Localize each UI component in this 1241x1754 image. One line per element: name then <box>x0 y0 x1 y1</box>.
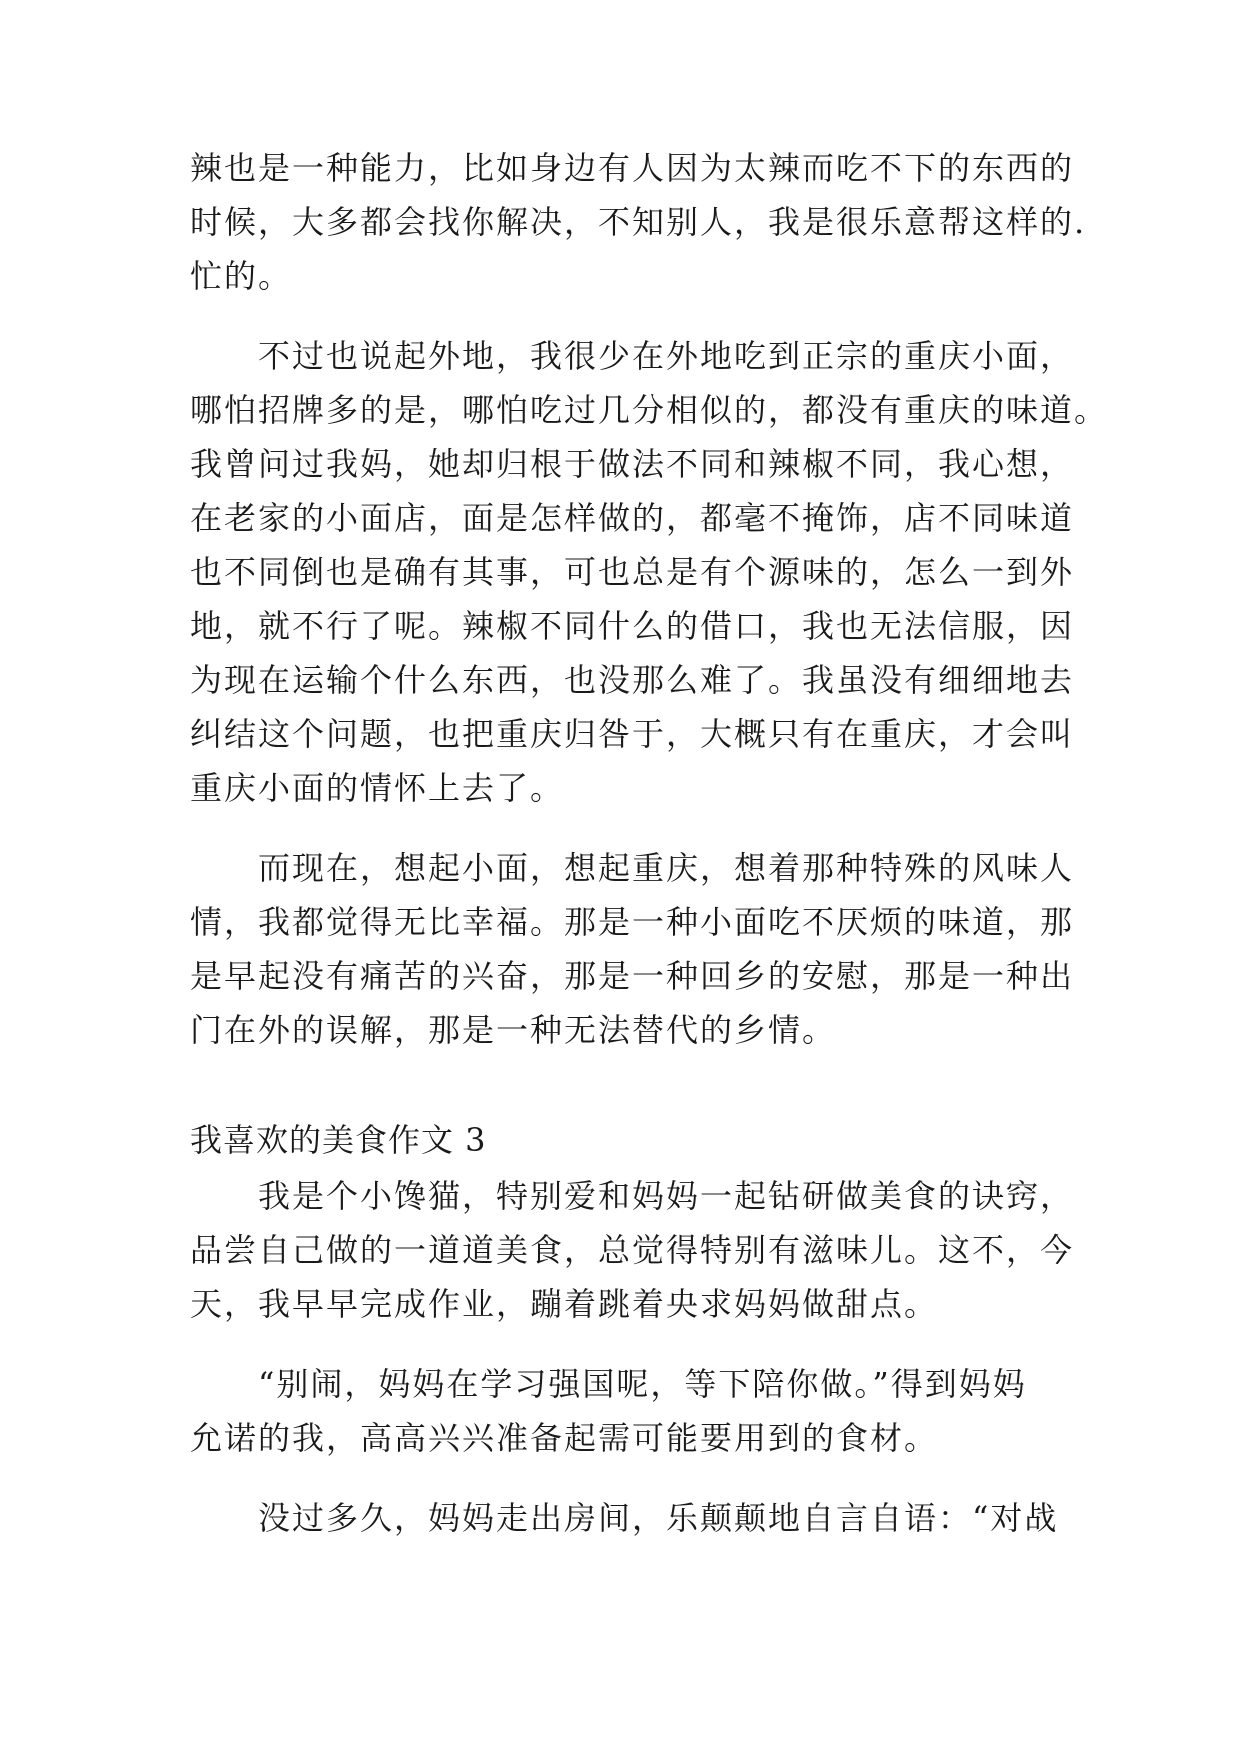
paragraph-first-line: 我是个小馋猫，特别爱和妈妈一起钻研做美食的诀窍， <box>258 1177 1075 1215</box>
text-line: 情，我都觉得无比幸福。那是一种小面吃不厌烦的味道，那 <box>190 903 1075 941</box>
section-heading: 我喜欢的美食作文 3 <box>190 1121 487 1159</box>
text-line: 忙的。 <box>190 257 293 295</box>
text-line: 地，就不行了呢。辣椒不同什么的借口，我也无法信服，因 <box>190 607 1075 645</box>
paragraph-first-line: 而现在，想起小面，想起重庆，想着那种特殊的风味人 <box>258 849 1075 887</box>
text-line: 纠结这个问题，也把重庆归咎于，大概只有在重庆，才会叫 <box>190 715 1075 753</box>
text-line: 时候，大多都会找你解决，不知别人，我是很乐意帮这样的. <box>190 203 1087 241</box>
text-line: 重庆小面的情怀上去了。 <box>190 769 565 807</box>
text-line: 辣也是一种能力，比如身边有人因为太辣而吃不下的东西的 <box>190 149 1075 187</box>
text-line: 也不同倒也是确有其事，可也总是有个源味的，怎么一到外 <box>190 553 1075 591</box>
text-line: 天，我早早完成作业，蹦着跳着央求妈妈做甜点。 <box>190 1285 939 1323</box>
text-line: 品尝自己做的一道道美食，总觉得特别有滋味儿。这不，今 <box>190 1231 1075 1269</box>
text-line: 为现在运输个什么东西，也没那么难了。我虽没有细细地去 <box>190 661 1075 699</box>
text-line: 允诺的我，高高兴兴准备起需可能要用到的食材。 <box>190 1419 939 1457</box>
text-line: 我曾问过我妈，她却归根于做法不同和辣椒不同，我心想， <box>190 445 1075 483</box>
text-line: 在老家的小面店，面是怎样做的，都毫不掩饰，店不同味道 <box>190 499 1075 537</box>
paragraph-first-line: 没过多久，妈妈走出房间，乐颠颠地自言自语：“对战 <box>258 1499 1059 1537</box>
text-line: 哪怕招牌多的是，哪怕吃过几分相似的，都没有重庆的味道。 <box>190 391 1109 429</box>
paragraph-first-line: “别闹，妈妈在学习强国呢，等下陪你做。”得到妈妈 <box>258 1365 1027 1403</box>
paragraph-first-line: 不过也说起外地，我很少在外地吃到正宗的重庆小面， <box>258 337 1075 375</box>
text-line: 是早起没有痛苦的兴奋，那是一种回乡的安慰，那是一种出 <box>190 957 1075 995</box>
text-line: 门在外的误解，那是一种无法替代的乡情。 <box>190 1011 837 1049</box>
